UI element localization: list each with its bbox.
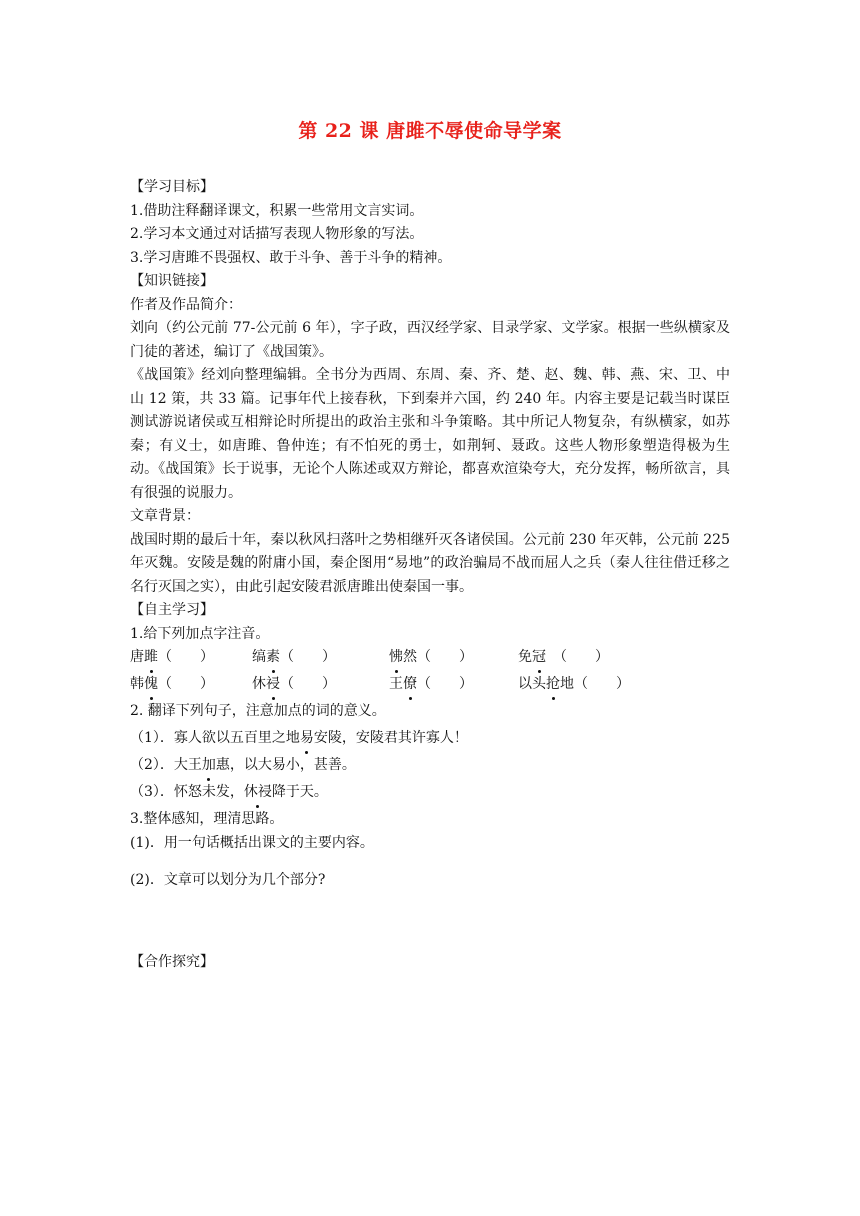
dotted-char: 抢 xyxy=(546,673,560,697)
background-paragraph: 战国时期的最后十年，秦以秋风扫落叶之势相继歼灭各诸侯国。公元前 230 年灭韩，公元前 225 年灭魏。安陵是魏的附庸小国，秦企图用“易地”的政治骗局不战而屈人之兵（秦人往往借迁移之名行灭国之实），由此引起安陵君派唐雎出使秦国一事。 xyxy=(130,531,730,595)
dotted-char: 傀 xyxy=(144,673,158,697)
dotted-char: 僚 xyxy=(403,673,417,697)
translate-sentence: （3）．怀怒未发，休祲降于天。 xyxy=(130,781,730,808)
answer-blank[interactable]: （ ） xyxy=(574,676,630,692)
pinyin-item: 王僚（ ） xyxy=(389,673,473,697)
objective-item: 3.学习唐雎不畏强权、敢于斗争、善于斗争的精神。 xyxy=(130,249,452,266)
question-overview: 3.整体感知，理清思路。 xyxy=(130,811,284,827)
translate-sentence: （2）．大王加惠，以大易小，甚善。 xyxy=(130,754,730,781)
question-pinyin: 1.给下列加点字注音。 xyxy=(130,625,270,642)
pinyin-item: 休祲（ ） xyxy=(252,673,336,697)
dotted-char: 加 xyxy=(202,754,216,778)
background-label: 文章背景： xyxy=(130,508,200,524)
book-paragraph: 《战国策》经刘向整理编辑。全书分为西周、东周、秦、齐、楚、赵、魏、韩、燕、宋、卫、中山 12 策，共 33 篇。记事年代上接春秋，下到秦并六国，约 240 年。内容主要是记载当时谋臣测试游说诸侯或互相辩论时所提出的政治主张和斗争策略。其中所记人物复杂，有纵横家，如苏秦；有义士，如唐雎、鲁仲连；有不怕死的勇士，如荆轲、聂政。这些人物形象塑造得极为生动。《战国策》长于说事，无论个人陈述或双方辩论，都喜欢渲染夸大，充分发挥，畅所欲言，具有很强的说服力。 xyxy=(130,367,730,501)
pinyin-item: 怫然（ ） xyxy=(389,646,473,670)
cooperation-heading: 【合作探究】 xyxy=(130,953,214,970)
dotted-char: 雎 xyxy=(144,646,158,670)
answer-blank[interactable]: （ ） xyxy=(158,676,214,692)
answer-blank[interactable]: （ ） xyxy=(417,676,473,692)
sub-question: (2)．文章可以划分为几个部分? xyxy=(130,872,326,888)
document-body xyxy=(130,176,730,974)
answer-space[interactable] xyxy=(130,855,730,869)
question-translate: 2. 翻译下列句子，注意加点的词的意义。 xyxy=(130,703,386,719)
objective-item: 2.学习本文通过对话描写表现人物形象的写法。 xyxy=(130,226,424,242)
dotted-char: 怫 xyxy=(389,646,403,670)
knowledge-heading: 【知识链接】 xyxy=(130,273,214,289)
page-title: 第 22 课 唐雎不辱使命导学案 xyxy=(298,120,562,142)
dotted-char: 素 xyxy=(266,646,280,670)
translate-sentence: （1）．寡人欲以五百里之地易安陵，安陵君其许寡人！ xyxy=(130,727,730,754)
objectives-heading: 【学习目标】 xyxy=(130,179,214,195)
author-label: 作者及作品简介： xyxy=(130,296,242,313)
answer-blank[interactable]: （ ） xyxy=(546,649,609,665)
answer-blank[interactable]: （ ） xyxy=(158,649,214,665)
author-paragraph: 刘向（约公元前 77-公元前 6 年），字子政，西汉经学家、目录学家、文学家。根据一些纵横家及门徒的著述，编订了《战国策》。 xyxy=(130,320,730,360)
dotted-char: 祲 xyxy=(266,673,280,697)
answer-blank[interactable]: （ ） xyxy=(280,676,336,692)
pinyin-item: 免冠 （ ） xyxy=(518,646,609,670)
answer-space[interactable] xyxy=(130,893,730,951)
self-study-heading: 【自主学习】 xyxy=(130,602,214,618)
dotted-char: 易 xyxy=(300,727,314,751)
sub-question: (1)．用一句话概括出课文的主要内容。 xyxy=(130,834,374,851)
pinyin-row xyxy=(130,646,730,673)
answer-blank[interactable]: （ ） xyxy=(280,649,336,665)
pinyin-item: 缟素（ ） xyxy=(252,646,336,670)
dotted-char: 冠 xyxy=(532,646,546,670)
pinyin-row xyxy=(130,673,730,700)
answer-blank[interactable]: （ ） xyxy=(417,649,473,665)
pinyin-item: 韩傀（ ） xyxy=(130,673,214,697)
dotted-char: 休祲 xyxy=(244,781,272,805)
objective-item: 1.借助注释翻译课文，积累一些常用文言实词。 xyxy=(130,202,424,219)
pinyin-item: 以头抢地（ ） xyxy=(518,673,630,697)
pinyin-item: 唐雎（ ） xyxy=(130,646,214,670)
